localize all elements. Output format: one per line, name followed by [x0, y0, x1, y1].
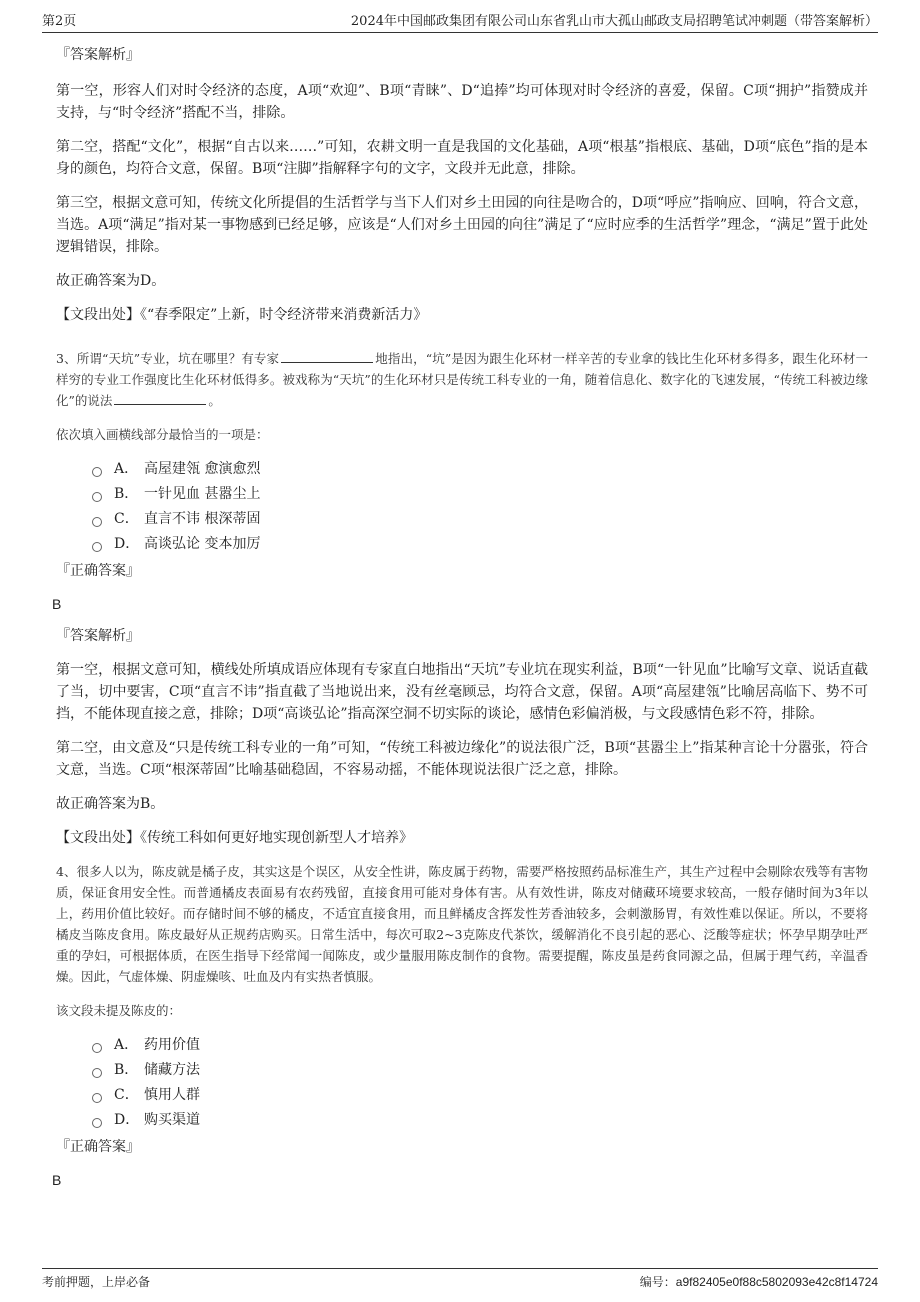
document-title: 2024年中国邮政集团有限公司山东省乳山市大孤山邮政支局招聘笔试冲刺题（带答案解析）: [350, 14, 878, 29]
q4-prompt: 该文段未提及陈皮的：: [56, 1003, 182, 1018]
q2-source: 【文段出处】《“春季限定”上新，时令经济带来消费新活力》: [56, 307, 428, 323]
q3-options: [56, 457, 868, 557]
option-text: 慎用人群: [144, 1087, 200, 1103]
option-key: D．: [114, 1112, 140, 1128]
radio-icon[interactable]: [92, 492, 102, 502]
radio-icon[interactable]: [92, 1093, 102, 1103]
q3-option-a[interactable]: [92, 457, 868, 482]
footer-slogan: 考前押题，上岸必备: [42, 1275, 151, 1289]
option-text: 高屋建瓴 愈演愈烈: [144, 461, 261, 477]
option-key: B．: [114, 486, 139, 502]
q4-correct-label: 『正确答案』: [56, 1139, 140, 1155]
q3-blank-2: [114, 390, 206, 405]
radio-icon[interactable]: [92, 1043, 102, 1053]
footer-code-label: 编号：: [639, 1275, 676, 1289]
q3-analysis-p1: 第一空，根据文意可知，横线处所填成语应体现有专家直白地指出“天坑”专业坑在现实利益，B项“一针见血”比喻写文章、说话直截了当，切中要害，C项“直言不讳”指直截了当地说出来，没有丝毫顾忌，均符合文意，保留。A项“高屋建瓴”比喻居高临下、势不可挡，不能体现直接之意，排除；D项“高谈弘论”指高深空洞不切实际的谈论，感情色彩偏消极，与文段感情色彩不符，排除。: [56, 662, 868, 722]
q4-option-d[interactable]: [92, 1108, 868, 1133]
q3-text-c: 。: [208, 393, 221, 408]
radio-icon[interactable]: [92, 517, 102, 527]
q2-analysis-p1: 第一空，形容人们对时令经济的态度，A项“欢迎”、B项“青睐”、D“追捧”均可体现对时令经济的喜爱，保留。C项“拥护”指赞成并支持，与“时令经济”搭配不当，排除。: [56, 83, 868, 121]
radio-icon[interactable]: [92, 467, 102, 477]
option-key: C．: [114, 511, 139, 527]
q4-option-b[interactable]: [92, 1058, 868, 1083]
q4-options: [56, 1033, 868, 1133]
option-key: C．: [114, 1087, 139, 1103]
footer-code: [640, 1273, 878, 1290]
page-number: 第2页: [42, 14, 77, 29]
option-text: 储藏方法: [144, 1062, 200, 1078]
q3-correct-answer: B: [52, 596, 62, 612]
q2-analysis-label: 『答案解析』: [56, 47, 140, 63]
q3-prompt: 依次填入画横线部分最恰当的一项是：: [56, 427, 269, 442]
q3-question-text: [56, 348, 868, 411]
q4-question-text: 4、很多人以为，陈皮就是橘子皮，其实这是个误区，从安全性讲，陈皮属于药物，需要严格按照药品标准生产，其生产过程中会剔除农残等有害物质，保证食用安全性。而普通橘皮表面易有农药残留，直接食用可能对身体有害。从有效性讲，陈皮对储藏环境要求较高，一般存储时间为3年以上，药用价值比较好。而存储时间不够的橘皮，不适宜直接食用，而且鲜橘皮含挥发性芳香油较多，会刺激肠胃，有效性难以保证。所以，不要将橘皮当陈皮食用。陈皮最好从正规药店购买。日常生活中，每次可取2~3克陈皮代茶饮，缓解消化不良引起的恶心、泛酸等症状；怀孕早期孕吐严重的孕妇，可根据体质，在医生指导下经常闻一闻陈皮，或少量服用陈皮制作的食物。需要提醒，陈皮虽是药食同源之品，但属于理气药，辛温香燥。因此，气虚体燥、阴虚燥咳、吐血及内有实热者慎服。: [56, 864, 868, 984]
option-text: 一针见血 甚嚣尘上: [144, 486, 261, 502]
page-footer: [42, 1268, 878, 1293]
footer-code-value: a9f82405e0f88c5802093e42c8f14724: [675, 1275, 878, 1289]
radio-icon[interactable]: [92, 1118, 102, 1128]
q4-option-c[interactable]: [92, 1083, 868, 1108]
q2-conclusion: 故正确答案为D。: [56, 273, 166, 289]
q3-analysis-label: 『答案解析』: [56, 628, 140, 644]
q4-option-a[interactable]: [92, 1033, 868, 1058]
option-key: A．: [114, 461, 139, 477]
option-key: A．: [114, 1037, 139, 1053]
q4-correct-answer: B: [52, 1172, 62, 1188]
q3-blank-1: [281, 348, 373, 363]
option-key: D．: [114, 536, 140, 552]
option-key: B．: [114, 1062, 139, 1078]
q3-text-b: 地指出，“坑”是因为跟生化环材一样辛苦的专业拿的钱比生化环材多得多，跟生化环材一样穷的专业工作强度比生化环材低得多。被戏称为“天坑”的生化环材只是传统工科专业的一角，随着信息化、数字化的飞速发展，“传统工科被边缘化”的说法: [56, 351, 868, 408]
q3-option-d[interactable]: [92, 532, 868, 557]
q2-analysis-p3: 第三空，根据文意可知，传统文化所提倡的生活哲学与当下人们对乡土田园的向往是吻合的，D项“呼应”指响应、回响，符合文意，当选。A项“满足”指对某一事物感到已经足够，应该是“人们对乡土田园的向往”满足了“应时应季的生活哲学”理念，“满足”置于此处逻辑错误，排除。: [56, 195, 868, 255]
radio-icon[interactable]: [92, 1068, 102, 1078]
document-body: [52, 40, 868, 1202]
page-header: [42, 10, 878, 33]
option-text: 购买渠道: [144, 1112, 200, 1128]
q3-option-b[interactable]: [92, 482, 868, 507]
option-text: 直言不讳 根深蒂固: [144, 511, 261, 527]
q3-option-c[interactable]: [92, 507, 868, 532]
q3-text-a: 3、所谓“天坑”专业，坑在哪里？有专家: [56, 351, 280, 366]
radio-icon[interactable]: [92, 542, 102, 552]
q3-analysis-p2: 第二空，由文意及“只是传统工科专业的一角”可知，“传统工科被边缘化”的说法很广泛，B项“甚嚣尘上”指某种言论十分嚣张，符合文意，当选。C项“根深蒂固”比喻基础稳固，不容易动摇，不能体现说法很广泛之意，排除。: [56, 740, 868, 778]
q3-conclusion: 故正确答案为B。: [56, 796, 165, 812]
q3-source: 【文段出处】《传统工科如何更好地实现创新型人才培养》: [56, 830, 413, 846]
q2-analysis-p2: 第二空，搭配“文化”，根据“自古以来……”可知，农耕文明一直是我国的文化基础，A项“根基”指根底、基础，D项“底色”指的是本身的颜色，均符合文意，保留。B项“注脚”指解释字句的文字，文段并无此意，排除。: [56, 139, 868, 177]
option-text: 药用价值: [144, 1037, 200, 1053]
q3-correct-label: 『正确答案』: [56, 563, 140, 579]
option-text: 高谈弘论 变本加厉: [144, 536, 261, 552]
